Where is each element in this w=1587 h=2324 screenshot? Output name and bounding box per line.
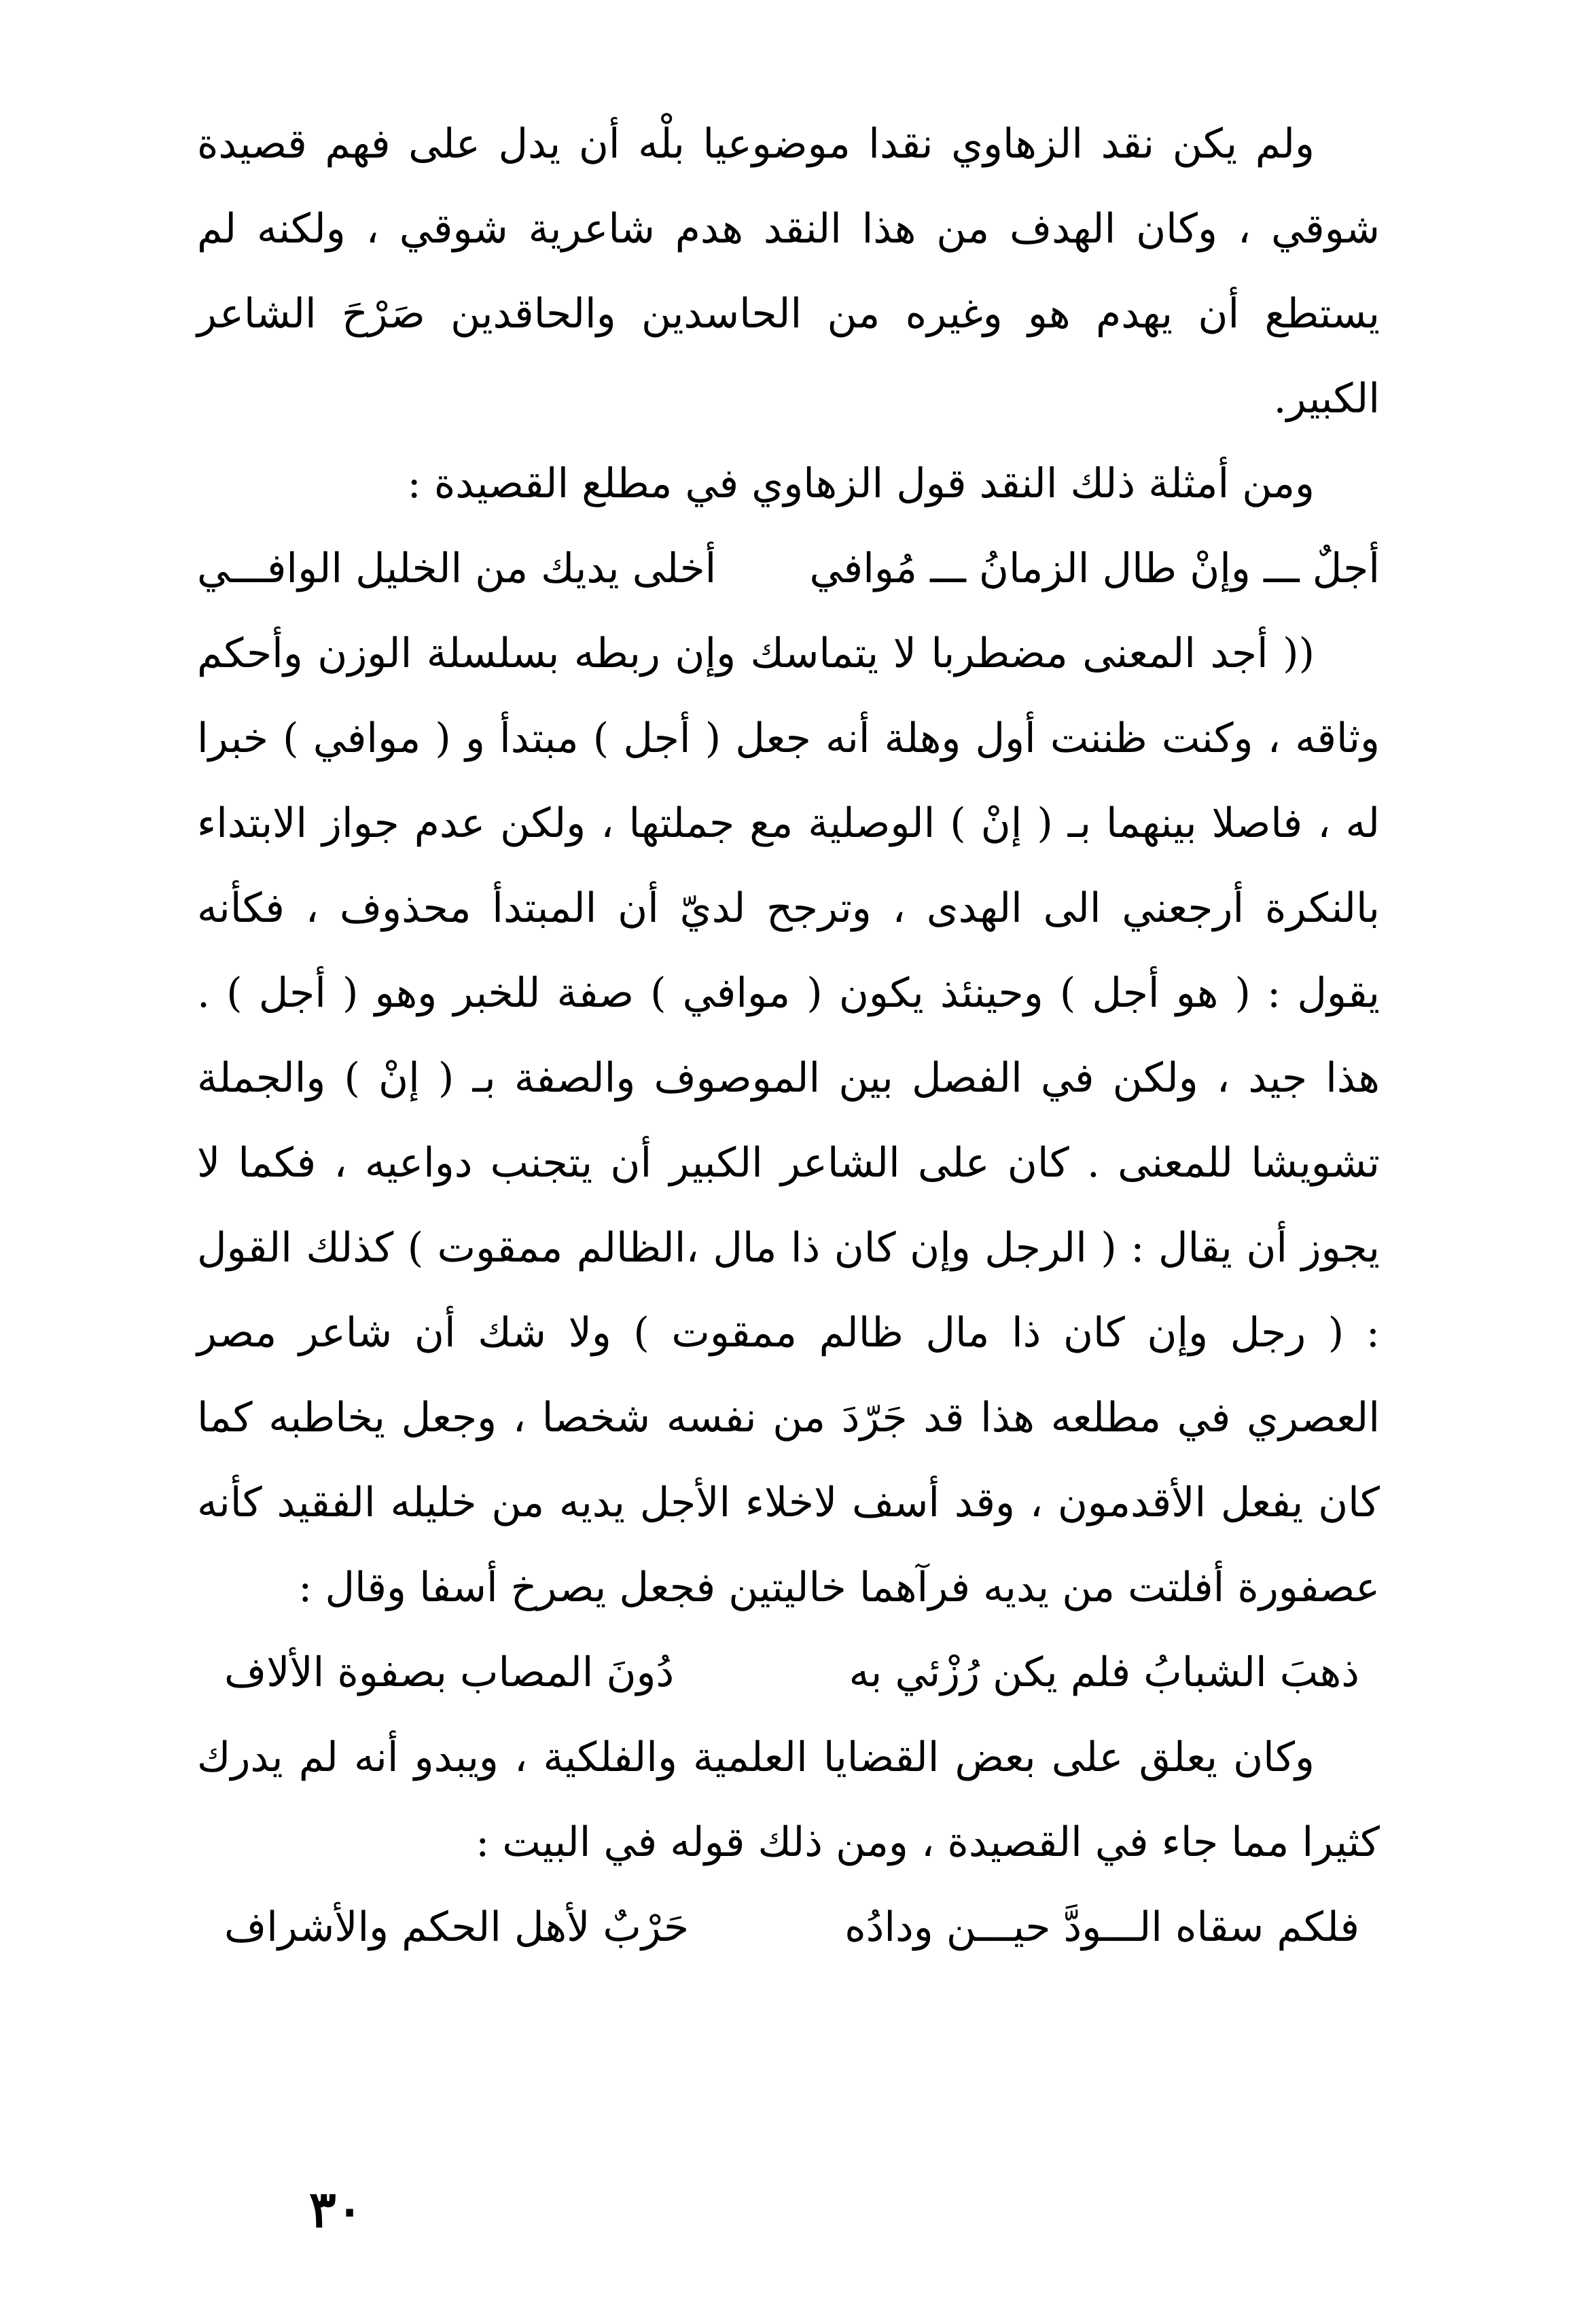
- verse-3-first-hemistich: فلكم سقاه الـــودَّ حيـــن ودادُه: [844, 1903, 1359, 1951]
- paragraph-critique-quote: (( أجد المعنى مضطربا لا يتماسك وإن ربطه بسلسلة الوزن وأحكم وثاقه ، وكنت ظننت أول وهلة أنه جعل ( أجل ) مبتدأ و ( موافي ) خبرا له ، فاصلا بينهما بـ ( إنْ ) الوصلية مع جملتها ، ولكن عدم جواز الابتداء بالنكرة أرجعني الى الهدى ، وترجح لديّ أن المبتدأ محذوف ، فكأنه يقول : ( هو أجل ) وحينئذ يكون ( موافي ) صفة للخبر وهو ( أجل ) . هذا جيد ، ولكن في الفصل بين الموصوف والصفة بـ ( إنْ ) والجملة تشويشا للمعنى . كان على الشاعر الكبير أن يتجنب دواعيه ، فكما لا يجوز أن يقال : ( الرجل وإن كان ذا مال ،الظالم ممقوت ) كذلك القول : ( رجل وإن كان ذا مال ظالم ممقوت ) ولا شك أن شاعر مصر العصري في مطلعه هذا قد جَرّدَ من نفسه شخصا ، وجعل يخاطبه كما كان يفعل الأقدمون ، وقد أسف لاخلاء الأجل يديه من خليله الفقيد كأنه عصفورة أفلتت من يديه فرآهما خاليتين فجعل يصرخ أسفا وقال :: [197, 630, 1380, 1611]
- verse-2-first-hemistich: ذهبَ الشبابُ فلم يكن رُزْئي به: [849, 1649, 1359, 1696]
- verse-1-second-hemistich: أخلى يديك من الخليل الوافـــي: [197, 545, 717, 592]
- verse-line-1: [197, 526, 1380, 611]
- page-number: ٣٠: [309, 2181, 363, 2239]
- paragraph-intro: ولم يكن نقد الزهاوي نقدا موضوعيا بلْه أن يدل على فهم قصيدة شوقي ، وكان الهدف من هذا النقد هدم شاعرية شوقي ، ولكنه لم يستطع أن يهدم هو وغيره من الحاسدين والحاقدين صَرْحَ الشاعر الكبير.: [197, 120, 1380, 423]
- main-text: [197, 102, 1380, 1970]
- verse-3-second-hemistich: حَرْبٌ لأهل الحكم والأشراف: [224, 1903, 690, 1951]
- paragraph-example-intro: ومن أمثلة ذلك النقد قول الزهاوي في مطلع القصيدة :: [407, 460, 1315, 507]
- paragraph-scientific-comments: وكان يعلق على بعض القضايا العلمية والفلكية ، ويبدو أنه لم يدرك كثيرا مما جاء في القصيدة ، ومن ذلك قوله في البيت :: [197, 1734, 1380, 1866]
- verse-1-first-hemistich: أجلٌ ـــ وإنْ طال الزمانُ ـــ مُوافي: [809, 545, 1380, 592]
- verse-line-3: [197, 1885, 1380, 1970]
- verse-2-second-hemistich: دُونَ المصاب بصفوة الألاف: [224, 1649, 675, 1696]
- verse-line-2: [197, 1630, 1380, 1715]
